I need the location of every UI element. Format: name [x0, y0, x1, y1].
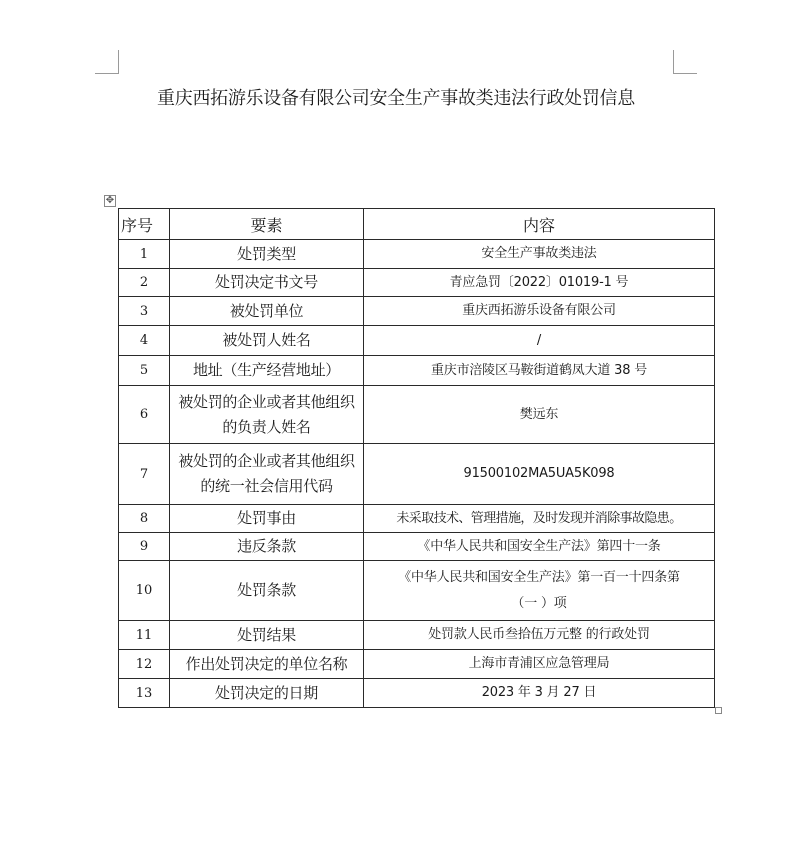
row-item	[170, 386, 364, 444]
row-no: 9	[119, 533, 170, 561]
row-item: 违反条款	[170, 533, 364, 561]
row-content: 未采取技术、管理措施，及时发现并消除事故隐患。	[364, 505, 715, 533]
row-no: 12	[119, 650, 170, 679]
row-no: 2	[119, 269, 170, 297]
row-content: /	[364, 326, 715, 356]
table-row	[119, 386, 715, 444]
header-no: 序号	[119, 209, 170, 240]
row-no: 7	[119, 444, 170, 505]
crop-mark-top-left-horizontal	[95, 73, 119, 74]
table-header-row	[119, 209, 715, 240]
crop-mark-top-left-vertical	[118, 50, 119, 74]
row-no: 6	[119, 386, 170, 444]
table-row	[119, 356, 715, 386]
row-item: 被处罚单位	[170, 297, 364, 326]
row-item: 处罚结果	[170, 621, 364, 650]
header-content: 内容	[364, 209, 715, 240]
row-content: 上海市青浦区应急管理局	[364, 650, 715, 679]
row-item: 处罚条款	[170, 561, 364, 621]
row-no: 8	[119, 505, 170, 533]
row-no: 5	[119, 356, 170, 386]
table-row	[119, 650, 715, 679]
table-row	[119, 679, 715, 708]
table-move-handle-icon[interactable]: ✥	[105, 195, 115, 206]
row-no: 10	[119, 561, 170, 621]
crop-mark-top-right-vertical	[673, 50, 674, 74]
table-row	[119, 240, 715, 269]
row-item: 处罚决定书文号	[170, 269, 364, 297]
table-row	[119, 533, 715, 561]
row-item-line: 被处罚的企业或者其他组织	[178, 452, 355, 470]
row-item: 地址（生产经营地址）	[170, 356, 364, 386]
row-no: 4	[119, 326, 170, 356]
row-content-line: （一 ）项	[511, 595, 567, 611]
row-content: 青应急罚〔2022〕01019-1 号	[364, 269, 715, 297]
row-item	[170, 444, 364, 505]
row-item-line: 被处罚的企业或者其他组织	[178, 392, 355, 411]
row-content: 2023 年 3 月 27 日	[364, 679, 715, 708]
row-item-line: 的负责人姓名	[222, 417, 311, 436]
row-no: 11	[119, 621, 170, 650]
row-item: 被处罚人姓名	[170, 326, 364, 356]
table-row	[119, 621, 715, 650]
table-row	[119, 326, 715, 356]
row-content-line: 《中华人民共和国安全生产法》第一百一十四条第	[398, 569, 680, 585]
row-content: 《中华人民共和国安全生产法》第四十一条	[364, 533, 715, 561]
row-item: 处罚类型	[170, 240, 364, 269]
row-no: 13	[119, 679, 170, 708]
document-title: 重庆西拓游乐设备有限公司安全生产事故类违法行政处罚信息	[157, 88, 635, 109]
table-row	[119, 561, 715, 621]
header-item: 要素	[170, 209, 364, 240]
penalty-info-table	[118, 208, 715, 708]
row-item: 处罚事由	[170, 505, 364, 533]
row-content: 重庆市涪陵区马鞍街道鹤凤大道 38 号	[364, 356, 715, 386]
table-row	[119, 444, 715, 505]
table-row	[119, 297, 715, 326]
row-content: 处罚款人民币叁拾伍万元整 的行政处罚	[364, 621, 715, 650]
row-no: 1	[119, 240, 170, 269]
row-content: 重庆西拓游乐设备有限公司	[364, 297, 715, 326]
table-row	[119, 505, 715, 533]
row-content	[364, 561, 715, 621]
row-item: 处罚决定的日期	[170, 679, 364, 708]
row-item-line: 的统一社会信用代码	[200, 477, 333, 495]
row-content: 安全生产事故类违法	[364, 240, 715, 269]
row-content: 91500102MA5UA5K098	[364, 444, 715, 505]
crop-mark-top-right-horizontal	[673, 73, 697, 74]
row-content: 樊远东	[364, 386, 715, 444]
table-resize-handle[interactable]	[715, 707, 722, 714]
table-row	[119, 269, 715, 297]
row-item: 作出处罚决定的单位名称	[170, 650, 364, 679]
row-no: 3	[119, 297, 170, 326]
